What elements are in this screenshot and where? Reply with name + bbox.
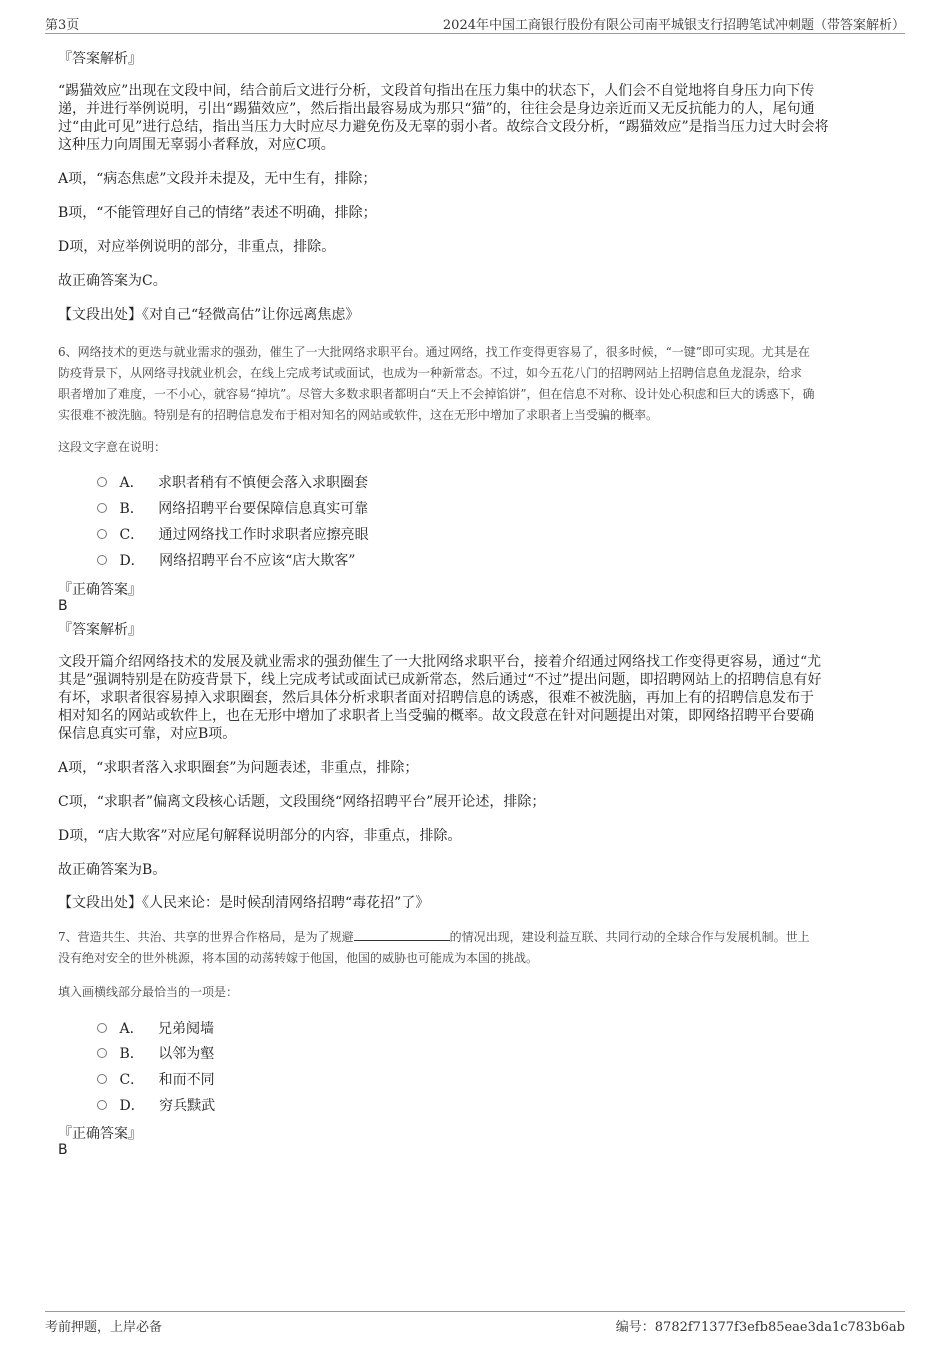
radio-icon[interactable] [97,1048,107,1058]
radio-icon[interactable] [97,1023,107,1033]
q6-analysis-line: 文段开篇介绍网络技术的发展及就业需求的强劲催生了一大批网络求职平台，接着介绍通过网络找工作变得更容易，通过“尤 [58,654,822,670]
option-text: 兄弟阋墙 [158,1021,215,1037]
q6-option-c[interactable] [97,524,369,544]
q6-option-d[interactable] [97,550,355,570]
q5-note-a: A项，“病态焦虑”文段并未提及，无中生有，排除； [58,171,377,187]
radio-icon[interactable] [97,503,107,513]
option-letter: D． [119,1098,145,1114]
option-letter: D． [119,553,145,569]
option-text: 通过网络找工作时求职者应擦亮眼 [158,527,369,543]
q5-analysis-label: 『答案解析』 [58,51,142,67]
q7-option-d[interactable] [97,1095,215,1115]
q6-analysis-line: 相对知名的网站或软件上，也在无形中增加了求职者上当受骗的概率。故文段意在针对问题提出对策，即网络招聘平台要确 [58,708,814,724]
q5-note-d: D项，对应举例说明的部分，非重点，排除。 [58,239,336,255]
q6-note-d: D项，“店大欺客”对应尾句解释说明部分的内容，非重点，排除。 [58,828,462,844]
footer-slogan: 考前押题，上岸必备 [45,1320,163,1335]
q5-source: 【文段出处】《对自己“轻微高估”让你远离焦虑》 [58,307,360,323]
q5-analysis-line: 递，并进行举例说明，引出“踢猫效应”，然后指出最容易成为那只“猫”的，往往会是身边亲近而又无反抗能力的人，尾句通 [58,101,815,117]
option-text: 穷兵黩武 [159,1098,216,1114]
page-number: 第3页 [45,18,80,33]
q6-analysis-line: 有坏，求职者很容易掉入求职圈套，然后具体分析求职者面对招聘信息的诱惑，很难不被洗脑，再加上有的招聘信息发布于 [58,690,814,706]
radio-icon[interactable] [97,1100,107,1110]
q7-option-b[interactable] [97,1043,214,1063]
option-text: 网络招聘平台要保障信息真实可靠 [158,501,369,517]
q7-correct-label: 『正确答案』 [58,1126,142,1142]
q5-conclusion: 故正确答案为C。 [58,273,167,289]
q5-note-b: B项，“不能管理好自己的情绪”表述不明确，排除； [58,205,377,221]
document-id: 编号：8782f71377f3efb85eae3da1c783b6ab [615,1320,905,1335]
radio-icon[interactable] [97,477,107,487]
q6-analysis-line: 其是”强调特别是在防疫背景下，线上完成考试或面试已成新常态，然后通过“不过”提出问题，即招聘网站上的招聘信息有好 [58,672,822,688]
q6-correct-label: 『正确答案』 [58,582,142,598]
option-letter: A． [119,1021,144,1037]
q7-stem-after: 的情况出现，建设利益互联、共同行动的全球合作与发展机制。世上 [449,930,810,944]
q7-option-c[interactable] [97,1069,215,1089]
q5-analysis-line: 过“由此可见”进行总结，指出当压力大时应尽力避免伤及无辜的弱小者。故综合文段分析，“踢猫效应”是指当压力过大时会将 [58,119,829,135]
q7-stem-line [58,927,810,948]
q7-correct-answer: B [58,1142,68,1158]
q6-note-c: C项，“求职者”偏离文段核心话题，文段围绕“网络招聘平台”展开论述，排除； [58,794,546,810]
option-letter: B． [119,501,144,517]
option-letter: C． [119,527,145,543]
q6-stem-line: 职者增加了难度，一不小心，就容易“掉坑”。尽管大多数求职者都明白“天上不会掉馅饼”，但在信息不对称、设计处心积虑和巨大的诱惑下，确 [58,387,815,401]
q6-analysis-line: 保信息真实可靠，对应B项。 [58,726,237,742]
q6-stem-line: 6、网络技术的更迭与就业需求的强劲，催生了一大批网络求职平台。通过网络，找工作变得更容易了，很多时候，“一键”即可实现。尤其是在 [58,345,810,359]
q6-option-b[interactable] [97,498,368,518]
q6-option-a[interactable] [97,472,368,492]
q5-analysis-line: “踢猫效应”出现在文段中间，结合前后文进行分析，文段首句指出在压力集中的状态下，人们会不自觉地将自身压力向下传 [58,83,815,99]
option-letter: A． [119,475,144,491]
footer-divider [45,1311,905,1312]
q7-option-a[interactable] [97,1018,214,1038]
option-letter: B． [119,1046,144,1062]
radio-icon[interactable] [97,529,107,539]
option-text: 和而不同 [158,1072,215,1088]
radio-icon[interactable] [97,555,107,565]
q6-prompt: 这段文字意在说明： [58,440,167,454]
option-text: 网络招聘平台不应该“店大欺客” [159,553,356,569]
q6-stem-line: 实很难不被洗脑。特别是有的招聘信息发布于相对知名的网站或软件，这在无形中增加了求职者上当受骗的概率。 [58,408,659,422]
option-text: 以邻为壑 [158,1046,215,1062]
q7-prompt: 填入画横线部分最恰当的一项是： [58,985,239,999]
q6-correct-answer: B [58,598,68,614]
fill-blank [354,928,450,941]
option-text: 求职者稍有不慎便会落入求职圈套 [158,475,369,491]
q5-analysis-line: 这种压力向周围无辜弱小者释放，对应C项。 [58,137,335,153]
q6-source: 【文段出处】《人民来论：是时候刮清网络招聘“毒花招”了》 [58,895,430,911]
q6-stem-line: 防疫背景下，从网络寻找就业机会，在线上完成考试或面试，也成为一种新常态。不过，如今五花八门的招聘网站上招聘信息鱼龙混杂，给求 [58,366,803,380]
q6-conclusion: 故正确答案为B。 [58,862,167,878]
option-letter: C． [119,1072,145,1088]
q6-analysis-label: 『答案解析』 [58,622,142,638]
document-title: 2024年中国工商银行股份有限公司南平城银支行招聘笔试冲刺题（带答案解析） [442,18,905,33]
q7-stem-line: 没有绝对安全的世外桃源，将本国的动荡转嫁于他国，他国的威胁也可能成为本国的挑战。 [58,951,539,965]
header-divider [45,33,905,34]
q7-stem-before: 7、营造共生、共治、共享的世界合作格局，是为了规避 [58,930,354,944]
radio-icon[interactable] [97,1074,107,1084]
q6-note-a: A项，“求职者落入求职圈套”为问题表述，非重点，排除； [58,760,419,776]
